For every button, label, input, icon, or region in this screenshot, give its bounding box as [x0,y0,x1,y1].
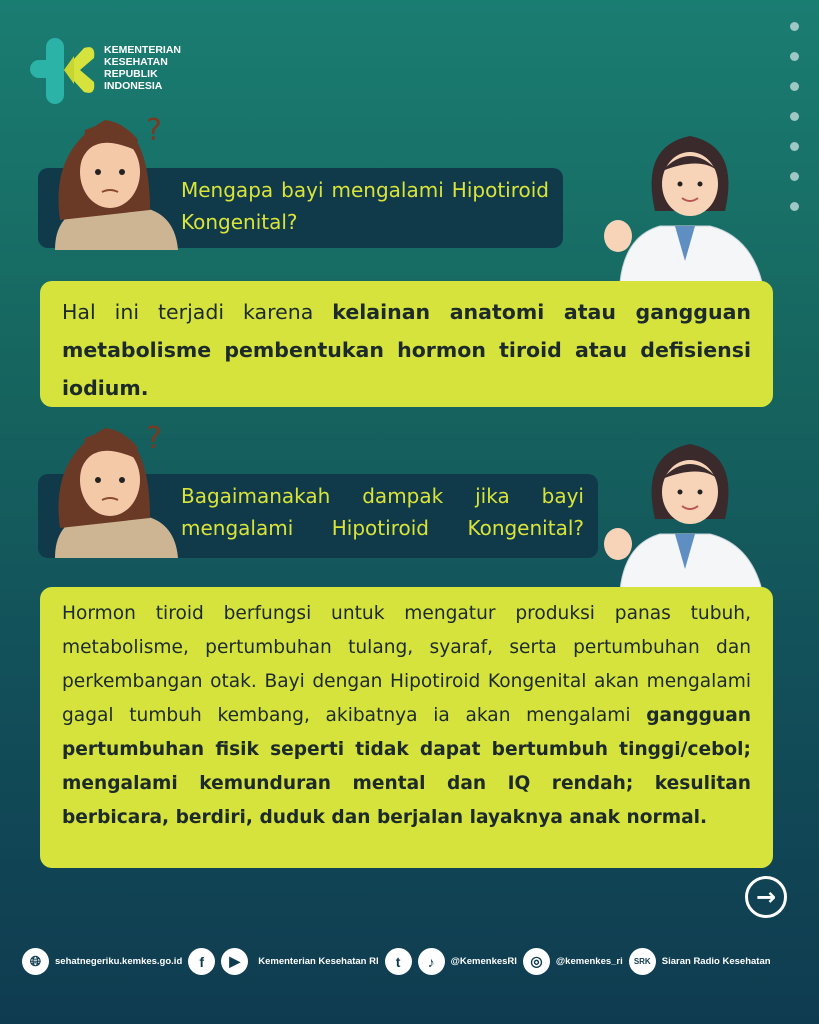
website-link[interactable]: sehatnegeriku.kemkes.go.id [55,956,183,967]
doctor-icon [600,126,765,286]
logo-line: REPUBLIK [104,68,158,80]
svg-text:?: ? [146,421,162,456]
instagram-icon[interactable]: ◎ [523,948,550,975]
youtube-icon[interactable]: ▶ [221,948,248,975]
decorative-dots [790,22,799,211]
twitter-tiktok-handle[interactable]: @KemenkesRI [450,956,517,967]
question-text: Bagaimanakah dampak jika bayi mengalami Hipotiroid Kongenital? [181,484,584,540]
arrow-right-icon: → [755,883,777,911]
confused-woman-icon [50,110,180,254]
doctor-icon [600,434,765,594]
tiktok-icon[interactable]: ♪ [418,948,445,975]
answer-text: Hormon tiroid berfungsi untuk mengatur produksi panas tubuh, metabolisme, pertumbuhan tulang, syaraf, serta pertumbuhan dan perkembangan otak. Bayi dengan Hipotiroid Kongenital akan mengalami gagal tumbuh kembang, akibatnya ia akan mengalami [62,603,751,726]
answer-box-2 [40,587,773,868]
question-text: Mengapa bayi mengalami Hipotiroid Kongenital? [181,178,549,234]
facebook-icon[interactable]: f [188,948,215,975]
logo [28,36,98,106]
answer-text-bold: gangguan pertumbuhan fisik seperti tidak dapat bertumbuh tinggi/cebol; mengalami kemunduran mental dan IQ rendah; kesulitan berbicara, berdiri, duduk dan berjalan layaknya anak normal. [62,705,751,828]
answer-box-1 [40,281,773,407]
confused-woman-icon [50,418,180,562]
footer [22,948,771,975]
radio-link[interactable]: Siaran Radio Kesehatan [661,956,771,967]
radio-icon[interactable]: SRK [629,948,656,975]
instagram-handle[interactable]: @kemenkes_ri [555,956,623,967]
logo-line: KEMENTERIAN [104,44,182,56]
globe-icon: 🌐︎ [22,948,49,975]
logo-text [104,44,181,92]
facebook-youtube-handle[interactable]: Kementerian Kesehatan RI [258,956,379,967]
svg-text:?: ? [146,113,162,148]
answer-text: Hal ini terjadi karena [62,300,333,324]
logo-line: INDONESIA [104,80,163,92]
next-arrow-button[interactable] [745,876,787,918]
twitter-icon[interactable]: t [385,948,412,975]
kemenkes-logo-icon [28,36,98,106]
answer-text-bold: kelainan anatomi atau gangguan metabolisme pembentukan hormon tiroid atau defisiensi iodium. [62,300,751,400]
logo-line: KESEHATAN [104,56,168,68]
